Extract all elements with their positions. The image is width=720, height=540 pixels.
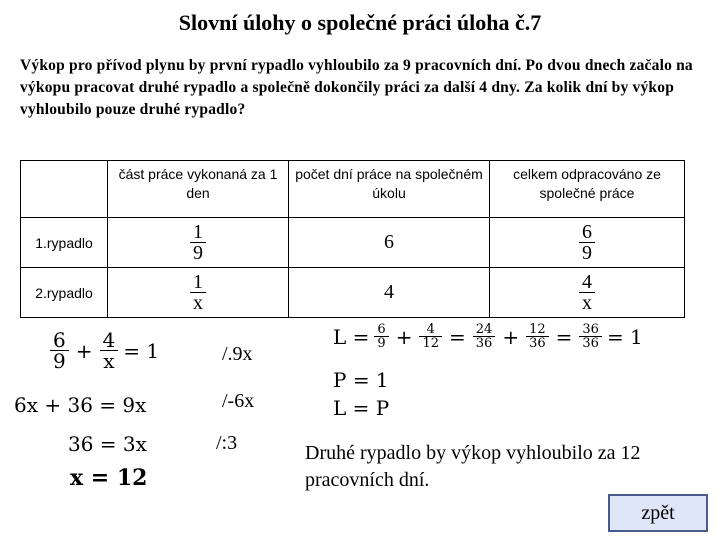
table-row: [21, 218, 685, 268]
frac-num: 1: [193, 271, 203, 293]
frac-num: 6: [582, 221, 592, 243]
frac-num: 4: [426, 322, 435, 337]
note-multiply: /.9x: [222, 343, 253, 365]
frac-den: 36: [579, 336, 602, 350]
check-result: = 1: [606, 324, 643, 349]
equation-result: x = 12: [70, 465, 148, 491]
back-button[interactable]: zpět: [608, 494, 708, 532]
row-label-rypadlo1: 1.rypadlo: [21, 218, 108, 268]
answer-text: Druhé rypadlo by výkop vyhloubilo za 12 pracovních dní.: [305, 442, 641, 491]
frac-den: x: [190, 292, 206, 313]
row-label-rypadlo2: 2.rypadlo: [21, 268, 108, 318]
table-header-empty: [21, 161, 108, 218]
equation-2: 6x + 36 = 9x: [14, 393, 147, 417]
equals-sign: =: [449, 324, 466, 349]
frac-den: x: [579, 292, 595, 313]
frac-den: 9: [579, 242, 595, 263]
cell-total-2: [490, 268, 685, 318]
frac-num: 12: [529, 322, 546, 337]
table-header-days: počet dní práce na společném úkolu: [289, 161, 490, 218]
frac-den: 9: [50, 350, 69, 371]
frac-num: 24: [475, 322, 493, 337]
plus-sign: +: [502, 324, 520, 349]
plus-sign: +: [75, 338, 93, 363]
plus-sign: +: [395, 324, 413, 349]
check-LP-line: L = P: [333, 396, 390, 420]
cell-total-1: [490, 218, 685, 268]
cell-part-1: [108, 218, 289, 268]
equation-3: 36 = 3x: [68, 432, 147, 456]
page-title: Slovní úlohy o společné práci úloha č.7: [178, 10, 542, 35]
equation-1: [50, 330, 159, 371]
cell-days-1: 6: [289, 218, 490, 268]
frac-num: 1: [193, 221, 203, 243]
frac-num: 6: [377, 322, 386, 337]
table-header-part: část práce vykonaná za 1 den: [108, 161, 289, 218]
frac-num: 4: [582, 271, 592, 293]
note-subtract: /-6x: [222, 390, 255, 412]
table-row: [21, 268, 685, 318]
frac-den: 36: [526, 336, 549, 350]
frac-num: 6: [53, 328, 66, 352]
note-divide: /:3: [216, 432, 238, 454]
frac-den: x: [100, 350, 117, 371]
check-L-label: L =: [333, 324, 370, 349]
equation-rhs: = 1: [123, 338, 160, 363]
check-P-line: P = 1: [333, 368, 389, 392]
data-table: [20, 160, 685, 318]
frac-den: 12: [419, 336, 442, 350]
frac-num: 36: [582, 322, 599, 337]
check-L-line: [333, 323, 643, 350]
cell-days-2: 4: [289, 268, 490, 318]
equals-sign: =: [555, 324, 573, 349]
table-header-total: celkem odpracováno ze společné práce: [490, 161, 685, 218]
frac-num: 4: [102, 328, 116, 352]
frac-den: 9: [190, 242, 206, 263]
cell-part-2: [108, 268, 289, 318]
frac-den: 36: [473, 336, 496, 350]
task-text: Výkop pro přívod plynu by první rypadlo vyhloubilo za 9 pracovních dní. Po dvou dnech začalo na výkopu pracovat druhé rypadlo a společně dokončily práci za další 4 dny. Za kolik dní by výkop vyhloubilo pouze druhé rypadlo?: [20, 57, 693, 118]
table-header-row: [21, 161, 685, 218]
frac-den: 9: [374, 336, 388, 350]
